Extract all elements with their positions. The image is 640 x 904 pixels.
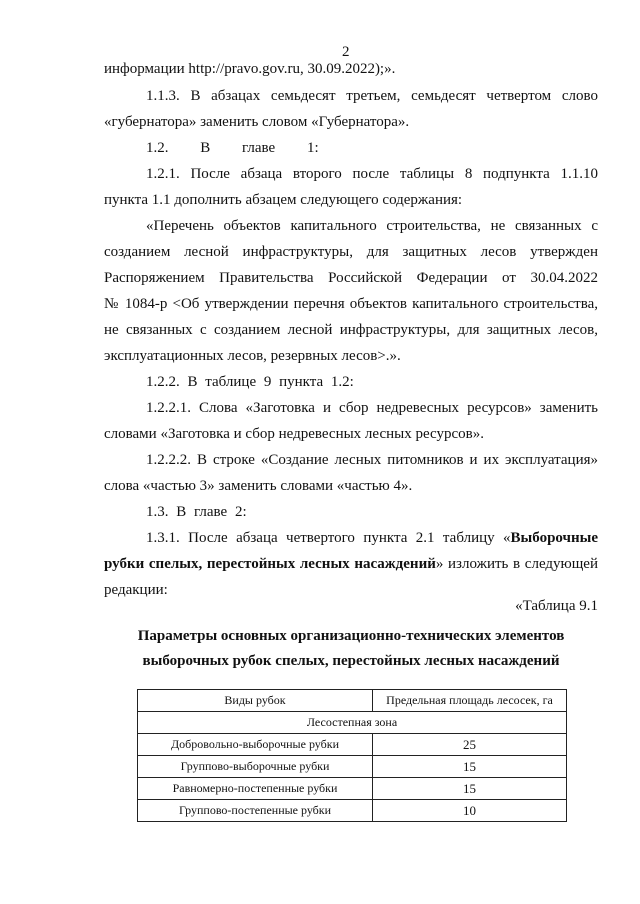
- table-row: [138, 800, 567, 822]
- text-line: слова «частью 3» заменить словами «частью 4».: [104, 478, 413, 494]
- text-line: словами «Заготовка и сбор недревесных лесных ресурсов».: [104, 426, 484, 442]
- text-line: 1.2.2.2. В строке «Создание лесных питомников и их эксплуатация»: [146, 452, 598, 468]
- text-line: информации http://pravo.gov.ru, 30.09.2022);».: [104, 61, 396, 77]
- table-cell: 15: [373, 778, 567, 800]
- text-line: 1.2.2.1. Слова «Заготовка и сбор недревесных ресурсов» заменить: [146, 400, 598, 416]
- table-header-cell: Предельная площадь лесосек, га: [373, 690, 567, 712]
- table-zone-row: [138, 712, 567, 734]
- text-line: Распоряжением Правительства Российской Федерации от 30.04.2022: [104, 270, 598, 286]
- table-cell: 10: [373, 800, 567, 822]
- table-label: «Таблица 9.1: [515, 598, 598, 614]
- page-number: 2: [342, 44, 350, 60]
- table-title-line1: Параметры основных организационно-технических элементов: [137, 628, 565, 644]
- bold-text: рубки спелых, перестойных лесных насаждений: [104, 556, 436, 572]
- table-header-row: [138, 690, 567, 712]
- table-cell: 25: [373, 734, 567, 756]
- text-line: 1.1.3. В абзацах семьдесят третьем, семьдесят четвертом слово: [146, 88, 598, 104]
- table-row: [138, 734, 567, 756]
- table-header-cell: Виды рубок: [138, 690, 373, 712]
- text-line: «губернатора» заменить словом «Губернатора».: [104, 114, 410, 130]
- text-line: № 1084-р <Об утверждении перечня объектов капитального строительства,: [104, 296, 598, 312]
- table-cell: 15: [373, 756, 567, 778]
- bold-text: Выборочные: [510, 530, 598, 546]
- text-line: «Перечень объектов капитального строительства, не связанных с: [146, 218, 598, 234]
- table-title-line2: выборочных рубок спелых, перестойных лесных насаждений: [142, 653, 560, 669]
- text-span: 1.3.1. После абзаца четвертого пункта 2.1 таблицу «: [146, 530, 511, 546]
- table-cell: Добровольно-выборочные рубки: [138, 734, 373, 756]
- zone-cell: Лесостепная зона: [138, 712, 567, 734]
- paragraph-1-3-1-line1: [146, 530, 598, 547]
- text-line: созданием лесной инфраструктуры, для защитных лесов утвержден: [104, 244, 598, 260]
- table-row: [138, 778, 567, 800]
- text-line: пункта 1.1 дополнить абзацем следующего содержания:: [104, 192, 463, 208]
- text-line: 1.2.2. В таблице 9 пункта 1.2:: [146, 374, 354, 390]
- table-cell: Равномерно-постепенные рубки: [138, 778, 373, 800]
- text-span: » изложить в следующей: [435, 556, 598, 572]
- text-line: эксплуатационных лесов, резервных лесов>.».: [104, 348, 401, 364]
- parameters-table: [137, 689, 567, 822]
- text-line: 1.2. В главе 1:: [146, 140, 319, 156]
- table-cell: Группово-выборочные рубки: [138, 756, 373, 778]
- paragraph-1-3-1-line3: редакции:: [104, 582, 168, 598]
- text-line: 1.2.1. После абзаца второго после таблицы 8 подпункта 1.1.10: [146, 166, 598, 182]
- table-row: [138, 756, 567, 778]
- paragraph-1-3-1-line2: [104, 556, 598, 573]
- text-line: не связанных с созданием лесной инфраструктуры, для защитных лесов,: [104, 322, 598, 338]
- table-cell: Группово-постепенные рубки: [138, 800, 373, 822]
- text-line: 1.3. В главе 2:: [146, 504, 247, 520]
